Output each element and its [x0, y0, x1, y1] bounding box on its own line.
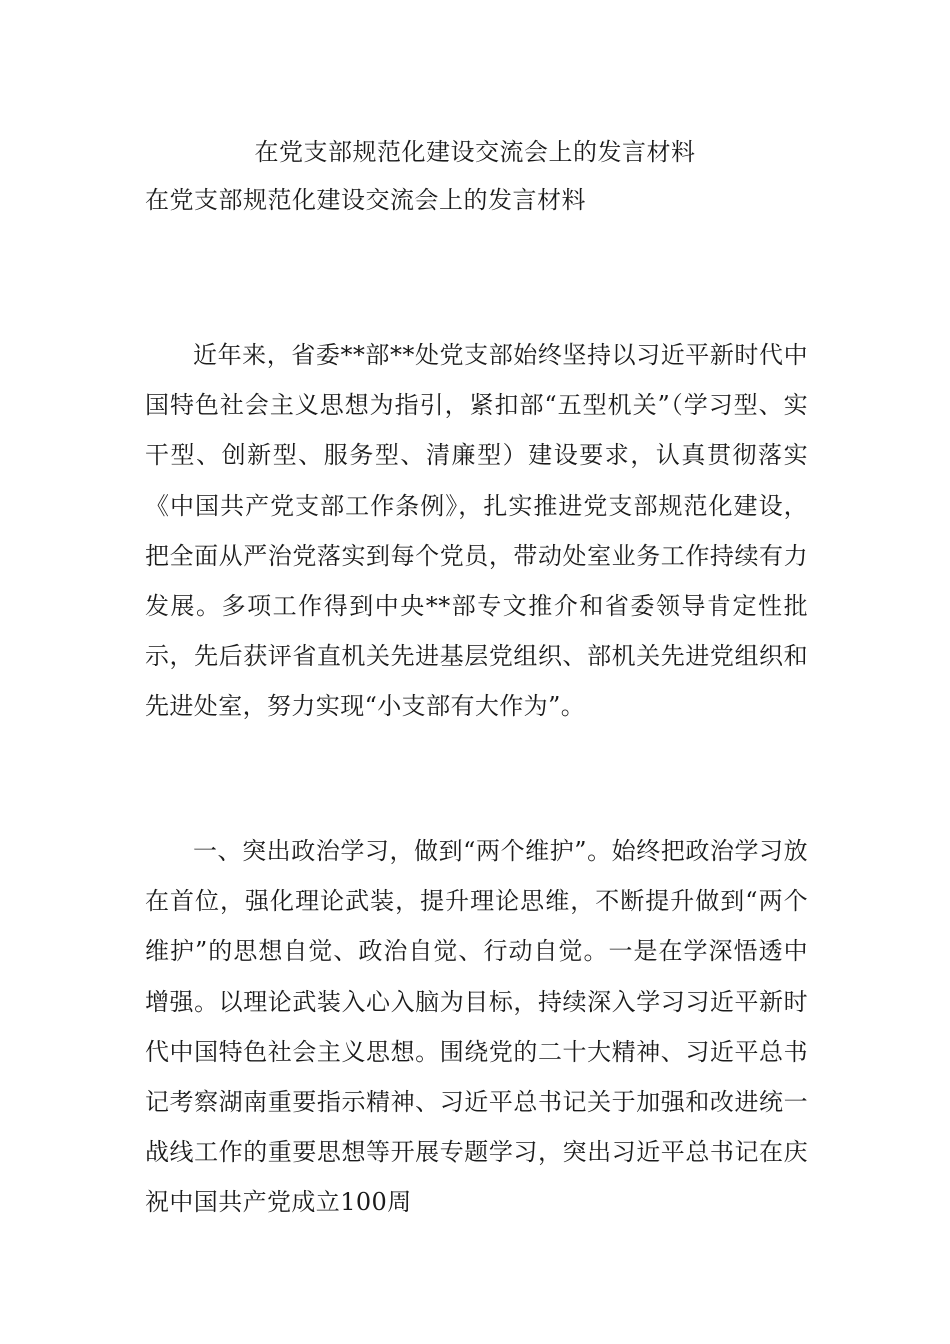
paragraph-section-1: 一、突出政治学习，做到“两个维护”。始终把政治学习放在首位，强化理论武装，提升理论思维，不断提升做到“两个维护”的思想自觉、政治自觉、行动自觉。一是在学深悟透中增强。以理论武装入心入脑为目标，持续深入学习习近平新时代中国特色社会主义思想。围绕党的二十大精神、习近平总书记考察湖南重要指示精神、习近平总书记关于加强和改进统一战线工作的重要思想等开展专题学习，突出习近平总书记在庆祝中国共产党成立100周 — [145, 837, 808, 1217]
document-title: 在党支部规范化建设交流会上的发言材料 — [254, 138, 696, 166]
document-subtitle: 在党支部规范化建设交流会上的发言材料 — [145, 186, 586, 214]
paragraph-intro: 近年来，省委**部**处党支部始终坚持以习近平新时代中国特色社会主义思想为指引，紧扣部“五型机关”（学习型、实干型、创新型、服务型、清廉型）建设要求，认真贯彻落实《中国共产党支部工作条例》，扎实推进党支部规范化建设，把全面从严治党落实到每个党员，带动处室业务工作持续有力发展。多项工作得到中央**部专文推介和省委领导肯定性批示，先后获评省直机关先进基层党组织、部机关先进党组织和先进处室，努力实现“小支部有大作为”。 — [145, 341, 808, 721]
